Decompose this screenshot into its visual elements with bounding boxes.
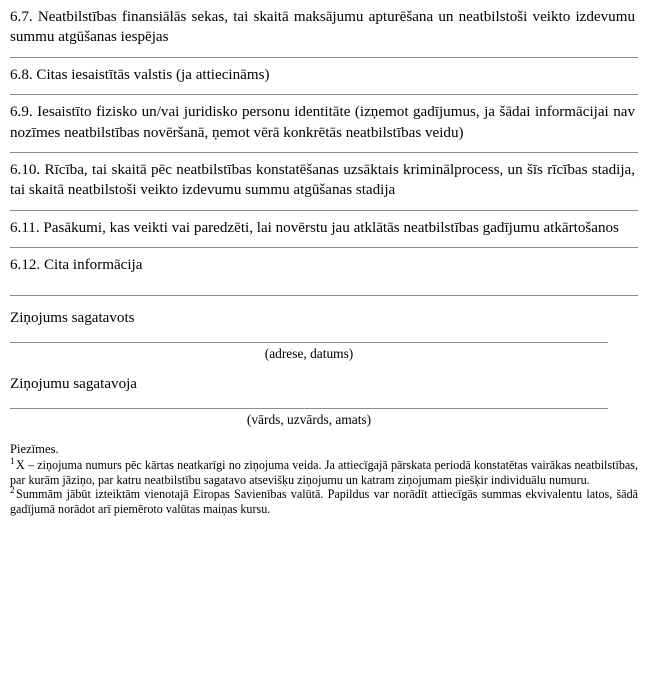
form-section-6-11 [0, 211, 645, 247]
footnote-marker: 1 [10, 456, 15, 467]
signature-label: Ziņojumu sagatavoja [10, 376, 138, 393]
form-section-text: 6.11. Pasākumi, kas veikti vai paredzēti, lai novērstu jau atklātās neatbilstības gadījumu atkārtošanos [10, 219, 619, 236]
notes-title: Piezīmes. [10, 442, 59, 457]
signature-block-prepared [0, 296, 645, 342]
signature-block-preparer [0, 362, 645, 408]
footnote-1 [10, 458, 638, 487]
form-section-text: 6.7. Neatbilstības finansiālās sekas, tai skaitā maksājumu apturēšana un neatbilstoši veikto izdevumu summu atgūšanas iespējas [10, 9, 635, 46]
signature-caption: (vārds, uzvārds, amats) [246, 412, 372, 428]
footnote-text: Summām jābūt izteiktām vienotajā Eiropas Savienības valūtā. Papildus var norādīt attiecīgās summas ekvivalentu latos, šādā gadījumā norādot arī piemēroto valūtas maiņas kursu. [10, 487, 638, 516]
spacer [0, 285, 645, 295]
signature-label: Ziņojums sagatavots [10, 309, 135, 326]
form-section-6-7 [0, 0, 645, 57]
form-section-6-9 [0, 95, 645, 152]
footnote-2 [10, 487, 638, 516]
form-section-text: 6.9. Iesaistīto fizisko un/vai juridisko personu identitāte (izņemot gadījumus, ja šādai informācijai nav nozīmes neatbilstības novēršanā, ņemot vērā konkrētās neatbilstības veidu) [10, 104, 635, 141]
signature-caption: (adrese, datums) [264, 346, 354, 362]
form-section-6-8 [0, 58, 645, 94]
footnote-marker: 2 [10, 485, 15, 496]
form-section-text: 6.10. Rīcība, tai skaitā pēc neatbilstības konstatēšanas uzsāktais kriminālprocess, un šīs rīcības stadija, tai skaitā neatbilstoši veikto izdevumu summu atgūšanas stadija [10, 162, 635, 199]
form-section-text: 6.8. Citas iesaistītās valstis (ja attiecināms) [10, 66, 270, 83]
form-section-6-12 [0, 248, 645, 284]
footnote-text: X – ziņojuma numurs pēc kārtas neatkarīgi no ziņojuma veida. Ja attiecīgajā pārskata periodā konstatētas vairākas neatbilstības, par kurām jāziņo, par katru neatbilstību sagatavo atsevišķu ziņojumu un katram ziņojumam piešķir individuālu numuru. [10, 458, 638, 487]
form-section-6-10 [0, 153, 645, 210]
notes-block [0, 428, 645, 516]
form-section-text: 6.12. Cita informācija [10, 257, 143, 274]
